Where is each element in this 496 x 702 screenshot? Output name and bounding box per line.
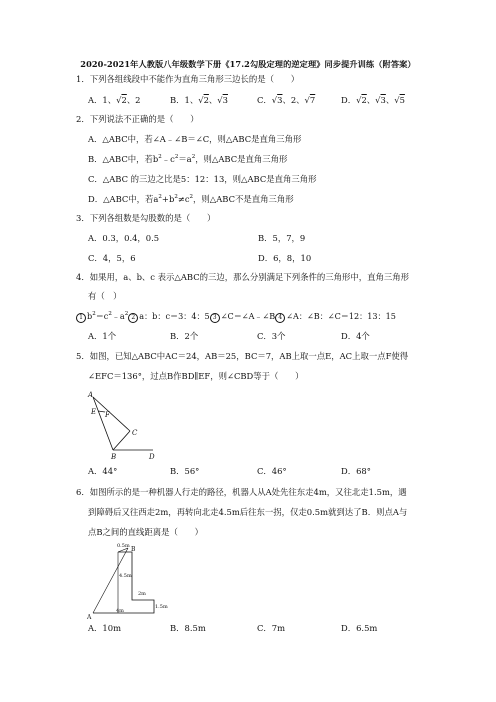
q1-option-d: D．√2、√3、√5 [341,95,405,105]
q6-stem-line1: 6．如图所示的是一种机器人行走的路径，机器人从A处先往东走4m，又往北走1.5m，遇 [76,487,407,497]
q3-stem: 3．下列各组数是勾股数的是（ ） [76,213,216,223]
q6-label-two: 2m [138,591,146,597]
q6-label-a: A [87,614,92,621]
q6-option-d: D．6.5m [341,623,378,633]
q2-option-d: D．△ABC中，若$a^2+b^2\ne c^2$，则△ABC不是直角三角形 [88,194,294,204]
page-title: 2020-2021年人教版八年级数学下册《17.2勾股定理的逆定理》同步提升训练（附答案） [80,59,416,69]
q6-label-bottom: 4m [116,608,124,614]
q5-label-d: D [149,453,155,461]
q6-label-side: 1.5m [155,604,168,610]
q6-label-b: B [131,546,136,553]
q6-option-b: B．8.5m [170,623,206,633]
q1-option-a: A．1、√2、2 [88,95,141,105]
q4-option-d: D．4个 [341,331,370,341]
q3-option-c: C．4，5，6 [88,253,136,263]
q5-option-a: A．44° [88,466,118,476]
q5-stem-line2: ∠EFC＝136°，过点B作BD∥EF，则∠CBD等于（ ） [88,371,304,381]
q3-option-b: B．5，7，9 [258,233,306,243]
q5-option-c: C．46° [257,466,287,476]
q4-stem-line1: 4．如果用，a、b、c 表示△ABC的三边，那么分别满足下列条件的三角形中，直角三角形 [76,272,409,282]
q6-stem-line2: 到障碍后又往西走2m，再转向北走4.5m后往东一拐，仅走0.5m就到达了B．则点A与 [88,507,408,517]
q6-label-mid: 4.5m [119,573,132,579]
q5-label-b: B [111,453,117,461]
q4-option-c: C．3个 [257,331,286,341]
q4-option-a: A．1个 [88,331,117,341]
q5-label-c: C [132,429,138,437]
q5-stem-line1: 5．如图，已知△ABC中AC＝24，AB＝25，BC＝7，AB上取一点E，AC上取一点F使得 [76,351,409,361]
q1-option-b: B．1、√2、√3 [170,95,228,105]
q5-triangle-figure [85,388,165,460]
q6-stem-line3: 点B之间的直线距离是（ ） [88,527,204,537]
q5-option-b: B．56° [170,466,200,476]
q3-option-d: D．6，8，10 [258,253,312,263]
q6-robot-path-figure [86,540,186,620]
q5-label-a: A [88,391,94,399]
q2-option-a: A．△ABC中，若∠A﹣∠B＝∠C，则△ABC是直角三角形 [88,134,302,144]
q6-option-a: A．10m [88,623,122,633]
q2-option-c: C．△ABC 的三边之比是5：12：13，则△ABC是直角三角形 [88,174,317,184]
q6-label-top: 0.5m [117,543,130,549]
q2-stem: 2．下列说法不正确的是（ ） [76,114,199,124]
q5-option-d: D．68° [341,466,371,476]
q6-option-c: C．7m [257,623,286,633]
q5-label-f: F [105,411,110,419]
q2-option-b: B．△ABC中，若$b^2﹣c^2=a^2$，则△ABC是直角三角形 [88,154,288,164]
q1-stem: 1．下列各组线段中不能作为直角三角形三边长的是（ ） [76,74,300,84]
q3-option-a: A．0.3，0.4，0.5 [88,233,160,243]
q5-label-e: E [91,408,97,416]
q1-option-c: C．√3、2、√7 [257,95,316,105]
q4-option-b: B．2个 [170,331,199,341]
q4-stem-line2: 有（ ） [88,291,122,301]
q4-conditions: 1 $b^2=c^2﹣a^2$ 2 a：b：c＝3：4：5 3 ∠C＝∠A﹣∠B 4 ∠A：∠B：∠C＝12：13：15 [76,310,396,323]
